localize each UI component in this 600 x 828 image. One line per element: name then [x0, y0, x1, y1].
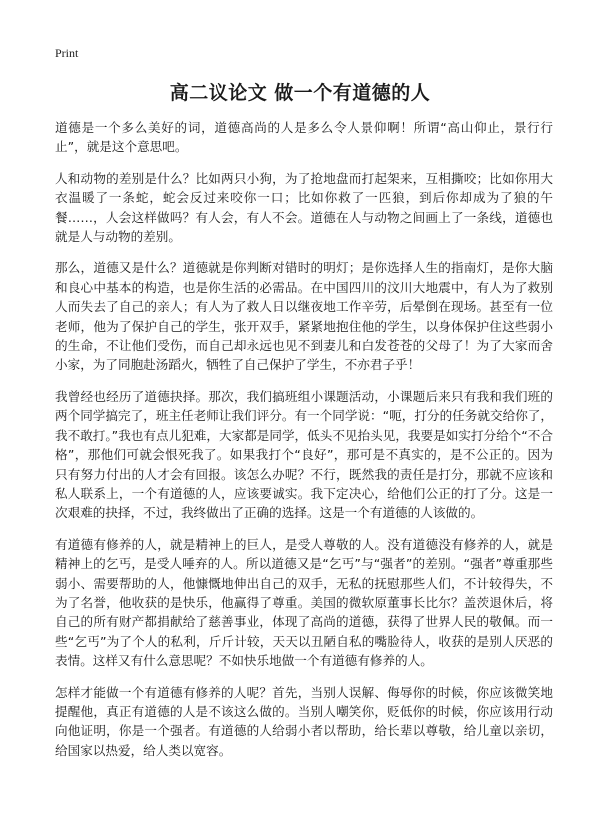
paragraph: 有道德有修养的人，就是精神上的巨人，是受人尊敬的人。没有道德没有修养的人，就是精神上的乞丐，是受人唾弃的人。所以道德又是“乞丐”与“强者”的差别。“强者”尊重那些弱小、需要帮助的人，他慷慨地伸出自己的双手，无私的抚慰那些人们，不计较得失，不为了名誉，他收获的是快乐，他赢得了尊重。美国的微软原董事长比尔？盖茨退休后，将自己的所有财产都捐献给了慈善事业，体现了高尚的道德，获得了世界人民的敬佩。而一些“乞丐”为了个人的私利，斤斤计较，天天以丑陋自私的嘴脸待人，收获的是别人厌恶的表情。这样又有什么意思呢？不如快乐地做一个有道德有修养的人。	[55, 536, 553, 669]
paragraph: 道德是一个多么美好的词，道德高尚的人是多么令人景仰啊！所谓“高山仰止，景行行止”，就是这个意思吧。	[55, 120, 553, 155]
document-title: 高二议论文 做一个有道德的人	[169, 82, 431, 104]
paragraph: 人和动物的差别是什么？比如两只小狗，为了抢地盘而打起架来，互相撕咬；比如你用大衣温暖了一条蛇，蛇会反过来咬你一口；比如你救了一匹狼，到后你却成为了狼的午餐……，人会这样做吗？有人会，有人不会。道德在人与动物之间画上了一条线，道德也就是人与动物的差别。	[55, 170, 553, 245]
print-link[interactable]: Print	[55, 46, 79, 60]
paragraph: 那么，道德又是什么？道德就是你判断对错时的明灯；是你选择人生的指南灯，是你大脑和良心中基本的构造，也是你生活的必需品。在中国四川的汶川大地震中，有人为了救别人而失去了自己的亲人；有人为了救人日以继夜地工作辛劳，后晕倒在现场。甚至有一位老师，他为了保护自己的学生，张开双手，紧紧地抱住他的学生，以身体保护住这些弱小的生命，不让他们受伤，而自己却永远也见不到妻儿和白发苍苍的父母了！为了大家而舍小家，为了同胞赴汤蹈火，牺牲了自己保护了学生，不亦君子乎！	[55, 260, 553, 373]
paragraph: 怎样才能做一个有道德有修养的人呢？首先，当别人误解、侮辱你的时候，你应该微笑地提醒他，真正有道德的人是不该这么做的。当别人嘲笑你，贬低你的时候，你应该用行动向他证明，你是一个强者。有道德的人给弱小者以帮助，给长辈以尊敬，给儿童以亲切，给国家以热爱，给人类以宽容。	[55, 684, 553, 758]
document-body	[55, 118, 553, 772]
paragraph: 我曾经也经历了道德抉择。那次，我们搞班组小课题活动，小课题后来只有我和我们班的两个同学搞完了，班主任老师让我们评分。有一个同学说：“呃，打分的任务就交给你了，我不敢打。”我也有点儿犯难，大家都是同学，低头不见抬头见，我要是如实打分给个“不合格”，那他们可就会恨死我了。如果我打个“良好”，那可是不真实的，是不公正的。因为只有努力付出的人才会有回报。该怎么办呢？不行，既然我的责任是打分，那就不应该和私人联系上，一个有道德的人，应该要诚实。我下定决心，给他们公正的打了分。这是一次艰难的抉择，不过，我终做出了正确的选择。这是一个有道德的人该做的。	[55, 388, 553, 521]
